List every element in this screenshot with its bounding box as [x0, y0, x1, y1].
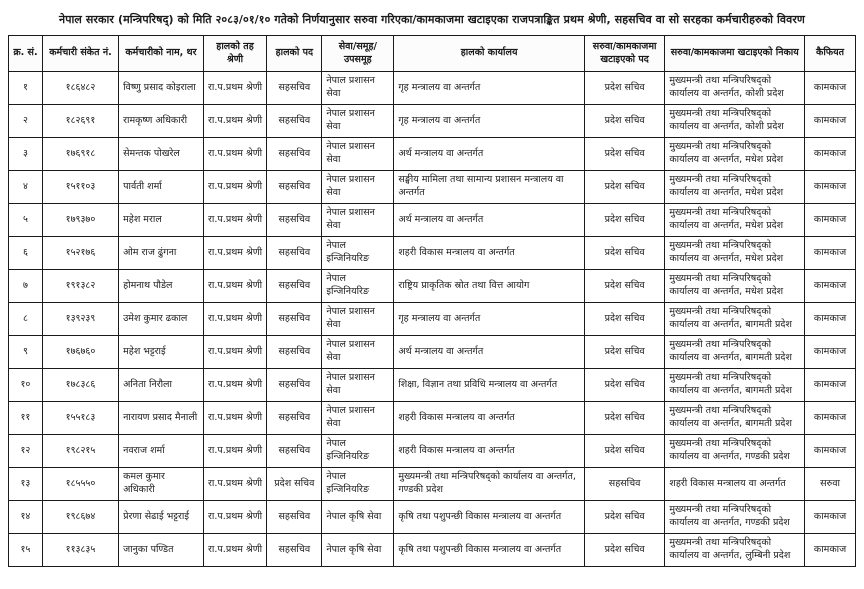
table-cell: कामकाज	[805, 303, 856, 336]
table-cell: सहसचिव	[267, 402, 322, 435]
table-cell: रा.प.प्रथम श्रेणी	[203, 204, 267, 237]
header-service-group: सेवा/समूह/ उपसमूह	[322, 36, 394, 72]
table-cell: नेपाल प्रशासन सेवा	[322, 171, 394, 204]
table-cell: प्रदेश सचिव	[584, 303, 664, 336]
header-employee-name: कर्मचारीको नाम, थर	[119, 36, 204, 72]
table-cell: कमल कुमार अधिकारी	[119, 468, 204, 501]
table-cell: सेमन्तक पोखरेल	[119, 138, 204, 171]
header-current-post: हालको पद	[267, 36, 322, 72]
table-row	[9, 336, 856, 369]
table-cell: कामकाज	[805, 204, 856, 237]
table-cell: प्रदेश सचिव	[584, 105, 664, 138]
table-row	[9, 204, 856, 237]
table-cell: नेपाल प्रशासन सेवा	[322, 303, 394, 336]
table-cell: मुख्यमन्त्री तथा मन्त्रिपरिषद्को कार्यालय वा अन्तर्गत, मधेश प्रदेश	[665, 237, 805, 270]
table-cell: नेपाल प्रशासन सेवा	[322, 204, 394, 237]
table-cell: शिक्षा, विज्ञान तथा प्रविधि मन्त्रालय वा अन्तर्गत	[394, 369, 585, 402]
table-body	[9, 72, 856, 567]
table-cell: मुख्यमन्त्री तथा मन्त्रिपरिषद्को कार्यालय वा अन्तर्गत, गण्डकी प्रदेश	[394, 468, 585, 501]
table-cell: नेपाल कृषि सेवा	[322, 534, 394, 567]
table-cell: शहरी विकास मन्त्रालय वा अन्तर्गत	[394, 237, 585, 270]
table-cell: प्रदेश सचिव	[584, 138, 664, 171]
table-cell: कामकाज	[805, 138, 856, 171]
table-cell: प्रदेश सचिव	[584, 501, 664, 534]
table-cell: १९८६७४	[42, 501, 118, 534]
table-cell: मुख्यमन्त्री तथा मन्त्रिपरिषद्को कार्यालय वा अन्तर्गत, मधेश प्रदेश	[665, 171, 805, 204]
table-cell: कृषि तथा पशुपन्छी विकास मन्त्रालय वा अन्तर्गत	[394, 501, 585, 534]
table-cell: १५	[9, 534, 43, 567]
table-cell: रा.प.प्रथम श्रेणी	[203, 72, 267, 105]
table-cell: ८	[9, 303, 43, 336]
table-cell: कामकाज	[805, 435, 856, 468]
table-cell: रा.प.प्रथम श्रेणी	[203, 237, 267, 270]
table-cell: कामकाज	[805, 171, 856, 204]
table-cell: प्रदेश सचिव	[584, 72, 664, 105]
table-cell: पार्वती शर्मा	[119, 171, 204, 204]
table-row	[9, 303, 856, 336]
table-cell: १८६४८२	[42, 72, 118, 105]
table-cell: कृषि तथा पशुपन्छी विकास मन्त्रालय वा अन्तर्गत	[394, 534, 585, 567]
table-cell: नेपाल प्रशासन सेवा	[322, 138, 394, 171]
table-cell: १	[9, 72, 43, 105]
table-cell: १७६७६०	[42, 336, 118, 369]
table-cell: रा.प.प्रथम श्रेणी	[203, 105, 267, 138]
table-cell: २	[9, 105, 43, 138]
table-cell: १०	[9, 369, 43, 402]
table-cell: सहसचिव	[267, 501, 322, 534]
table-cell: नेपाल इन्जिनियरिङ	[322, 237, 394, 270]
table-cell: सहसचिव	[267, 336, 322, 369]
header-transfer-agency: सरुवा/कामकाजमा खटाइएको निकाय	[665, 36, 805, 72]
table-cell: रामकृष्ण अधिकारी	[119, 105, 204, 138]
table-cell: १५५१८३	[42, 402, 118, 435]
table-cell: ११	[9, 402, 43, 435]
table-cell: मुख्यमन्त्री तथा मन्त्रिपरिषद्को कार्यालय वा अन्तर्गत, कोशी प्रदेश	[665, 72, 805, 105]
table-cell: १३९२३९	[42, 303, 118, 336]
table-cell: ५	[9, 204, 43, 237]
header-current-office: हालको कार्यालय	[394, 36, 585, 72]
table-cell: मुख्यमन्त्री तथा मन्त्रिपरिषद्को कार्यालय वा अन्तर्गत, गण्डकी प्रदेश	[665, 435, 805, 468]
table-cell: रा.प.प्रथम श्रेणी	[203, 270, 267, 303]
table-cell: रा.प.प्रथम श्रेणी	[203, 138, 267, 171]
table-cell: सहसचिव	[267, 237, 322, 270]
table-cell: कामकाज	[805, 534, 856, 567]
table-cell: ४	[9, 171, 43, 204]
table-cell: प्रदेश सचिव	[267, 468, 322, 501]
header-remarks: कैफियत	[805, 36, 856, 72]
table-cell: कामकाज	[805, 402, 856, 435]
table-cell: सरुवा	[805, 468, 856, 501]
table-cell: ६	[9, 237, 43, 270]
table-cell: शहरी विकास मन्त्रालय वा अन्तर्गत	[394, 435, 585, 468]
table-cell: शहरी विकास मन्त्रालय वा अन्तर्गत	[665, 468, 805, 501]
table-cell: रा.प.प्रथम श्रेणी	[203, 435, 267, 468]
header-employee-code: कर्मचारी संकेत नं.	[42, 36, 118, 72]
table-cell: ९	[9, 336, 43, 369]
table-cell: सहसचिव	[267, 138, 322, 171]
table-cell: अनिता निरौला	[119, 369, 204, 402]
table-cell: कामकाज	[805, 336, 856, 369]
table-cell: ३	[9, 138, 43, 171]
table-cell: कामकाज	[805, 270, 856, 303]
table-row	[9, 468, 856, 501]
table-cell: सहसचिव	[584, 468, 664, 501]
table-row	[9, 105, 856, 138]
table-cell: प्रदेश सचिव	[584, 171, 664, 204]
table-cell: १९१३८२	[42, 270, 118, 303]
table-cell: प्रदेश सचिव	[584, 237, 664, 270]
table-cell: प्रदेश सचिव	[584, 435, 664, 468]
table-cell: रा.प.प्रथम श्रेणी	[203, 303, 267, 336]
table-row	[9, 501, 856, 534]
table-cell: सङ्घीय मामिला तथा सामान्य प्रशासन मन्त्रालय वा अन्तर्गत	[394, 171, 585, 204]
table-cell: मुख्यमन्त्री तथा मन्त्रिपरिषद्को कार्यालय वा अन्तर्गत, मधेश प्रदेश	[665, 270, 805, 303]
table-cell: सहसचिव	[267, 435, 322, 468]
table-cell: रा.प.प्रथम श्रेणी	[203, 501, 267, 534]
table-cell: कामकाज	[805, 72, 856, 105]
table-cell: मुख्यमन्त्री तथा मन्त्रिपरिषद्को कार्यालय वा अन्तर्गत, लुम्बिनी प्रदेश	[665, 534, 805, 567]
table-cell: उमेश कुमार ढकाल	[119, 303, 204, 336]
table-cell: सहसचिव	[267, 105, 322, 138]
table-cell: १२	[9, 435, 43, 468]
table-cell: रा.प.प्रथम श्रेणी	[203, 336, 267, 369]
table-cell: कामकाज	[805, 105, 856, 138]
table-cell: सहसचिव	[267, 303, 322, 336]
table-cell: नेपाल प्रशासन सेवा	[322, 336, 394, 369]
table-cell: सहसचिव	[267, 270, 322, 303]
table-cell: नेपाल इन्जिनियरिङ	[322, 435, 394, 468]
table-row	[9, 534, 856, 567]
table-row	[9, 270, 856, 303]
table-cell: १८२६९१	[42, 105, 118, 138]
table-cell: नारायण प्रसाद मैनाली	[119, 402, 204, 435]
table-cell: रा.प.प्रथम श्रेणी	[203, 171, 267, 204]
table-cell: प्रदेश सचिव	[584, 534, 664, 567]
table-cell: प्रदेश सचिव	[584, 204, 664, 237]
header-current-level: हालको तह श्रेणी	[203, 36, 267, 72]
table-row	[9, 138, 856, 171]
table-cell: प्रेरणा सेढाई भट्टराई	[119, 501, 204, 534]
table-cell: कामकाज	[805, 501, 856, 534]
table-cell: अर्थ मन्त्रालय वा अन्तर्गत	[394, 336, 585, 369]
table-cell: १५२१७६	[42, 237, 118, 270]
table-row	[9, 171, 856, 204]
table-cell: कामकाज	[805, 237, 856, 270]
table-cell: १७९३७०	[42, 204, 118, 237]
table-cell: अर्थ मन्त्रालय वा अन्तर्गत	[394, 138, 585, 171]
table-cell: मुख्यमन्त्री तथा मन्त्रिपरिषद्को कार्यालय वा अन्तर्गत, मधेश प्रदेश	[665, 204, 805, 237]
table-cell: मुख्यमन्त्री तथा मन्त्रिपरिषद्को कार्यालय वा अन्तर्गत, मधेश प्रदेश	[665, 138, 805, 171]
table-cell: विष्णु प्रसाद कोइराला	[119, 72, 204, 105]
table-cell: कामकाज	[805, 369, 856, 402]
table-cell: नेपाल प्रशासन सेवा	[322, 369, 394, 402]
table-cell: अर्थ मन्त्रालय वा अन्तर्गत	[394, 204, 585, 237]
table-cell: ७	[9, 270, 43, 303]
table-cell: गृह मन्त्रालय वा अन्तर्गत	[394, 105, 585, 138]
table-cell: ११३८३५	[42, 534, 118, 567]
table-cell: गृह मन्त्रालय वा अन्तर्गत	[394, 303, 585, 336]
table-cell: महेश भट्टराई	[119, 336, 204, 369]
table-cell: प्रदेश सचिव	[584, 369, 664, 402]
table-cell: रा.प.प्रथम श्रेणी	[203, 534, 267, 567]
table-cell: मुख्यमन्त्री तथा मन्त्रिपरिषद्को कार्यालय वा अन्तर्गत, बागमती प्रदेश	[665, 303, 805, 336]
table-cell: मुख्यमन्त्री तथा मन्त्रिपरिषद्को कार्यालय वा अन्तर्गत, बागमती प्रदेश	[665, 402, 805, 435]
table-row	[9, 402, 856, 435]
table-cell: नेपाल प्रशासन सेवा	[322, 105, 394, 138]
table-row	[9, 237, 856, 270]
table-cell: १७८३८६	[42, 369, 118, 402]
table-cell: नेपाल प्रशासन सेवा	[322, 402, 394, 435]
table-cell: प्रदेश सचिव	[584, 402, 664, 435]
table-cell: १८५५५०	[42, 468, 118, 501]
table-row	[9, 369, 856, 402]
table-cell: ओम राज ढुंगना	[119, 237, 204, 270]
table-cell: १५११०३	[42, 171, 118, 204]
table-cell: सहसचिव	[267, 369, 322, 402]
table-header	[9, 36, 856, 72]
table-cell: रा.प.प्रथम श्रेणी	[203, 369, 267, 402]
table-cell: मुख्यमन्त्री तथा मन्त्रिपरिषद्को कार्यालय वा अन्तर्गत, कोशी प्रदेश	[665, 105, 805, 138]
table-cell: नेपाल इन्जिनियरिङ	[322, 270, 394, 303]
table-cell: नेपाल प्रशासन सेवा	[322, 72, 394, 105]
table-cell: सहसचिव	[267, 534, 322, 567]
table-row	[9, 435, 856, 468]
table-cell: मुख्यमन्त्री तथा मन्त्रिपरिषद्को कार्यालय वा अन्तर्गत, बागमती प्रदेश	[665, 336, 805, 369]
table-cell: सहसचिव	[267, 72, 322, 105]
page-title: नेपाल सरकार (मन्त्रिपरिषद्) को मिति २०८३/०१/१० गतेको निर्णयानुसार सरुवा गरिएका/कामकाजमा खटाइएका राजपत्राङ्कित प्रथम श्रेणी, सहसचिव वा सो सरहका कर्मचारीहरुको विवरण	[59, 13, 805, 26]
table-row	[9, 72, 856, 105]
table-cell: रा.प.प्रथम श्रेणी	[203, 402, 267, 435]
table-cell: १४	[9, 501, 43, 534]
table-cell: प्रदेश सचिव	[584, 270, 664, 303]
table-cell: १७६९१८	[42, 138, 118, 171]
header-transfer-post: सरुवा/कामकाजमा खटाइएको पद	[584, 36, 664, 72]
header-serial-number: क्र. सं.	[9, 36, 43, 72]
table-cell: रा.प.प्रथम श्रेणी	[203, 468, 267, 501]
table-cell: होमनाथ पौडेल	[119, 270, 204, 303]
table-cell: नेपाल कृषि सेवा	[322, 501, 394, 534]
table-cell: १३	[9, 468, 43, 501]
table-cell: मुख्यमन्त्री तथा मन्त्रिपरिषद्को कार्यालय वा अन्तर्गत, गण्डकी प्रदेश	[665, 501, 805, 534]
table-cell: १९८२१५	[42, 435, 118, 468]
table-cell: सहसचिव	[267, 171, 322, 204]
table-cell: महेश मराल	[119, 204, 204, 237]
transfer-roster-table	[8, 35, 856, 567]
table-cell: शहरी विकास मन्त्रालय वा अन्तर्गत	[394, 402, 585, 435]
table-cell: नवराज शर्मा	[119, 435, 204, 468]
table-cell: नेपाल इन्जिनियरिङ	[322, 468, 394, 501]
table-cell: सहसचिव	[267, 204, 322, 237]
table-cell: राष्ट्रिय प्राकृतिक स्रोत तथा वित्त आयोग	[394, 270, 585, 303]
table-cell: प्रदेश सचिव	[584, 336, 664, 369]
header-row	[9, 36, 856, 72]
table-cell: गृह मन्त्रालय वा अन्तर्गत	[394, 72, 585, 105]
table-cell: जानुका पण्डित	[119, 534, 204, 567]
table-cell: मुख्यमन्त्री तथा मन्त्रिपरिषद्को कार्यालय वा अन्तर्गत, बागमती प्रदेश	[665, 369, 805, 402]
